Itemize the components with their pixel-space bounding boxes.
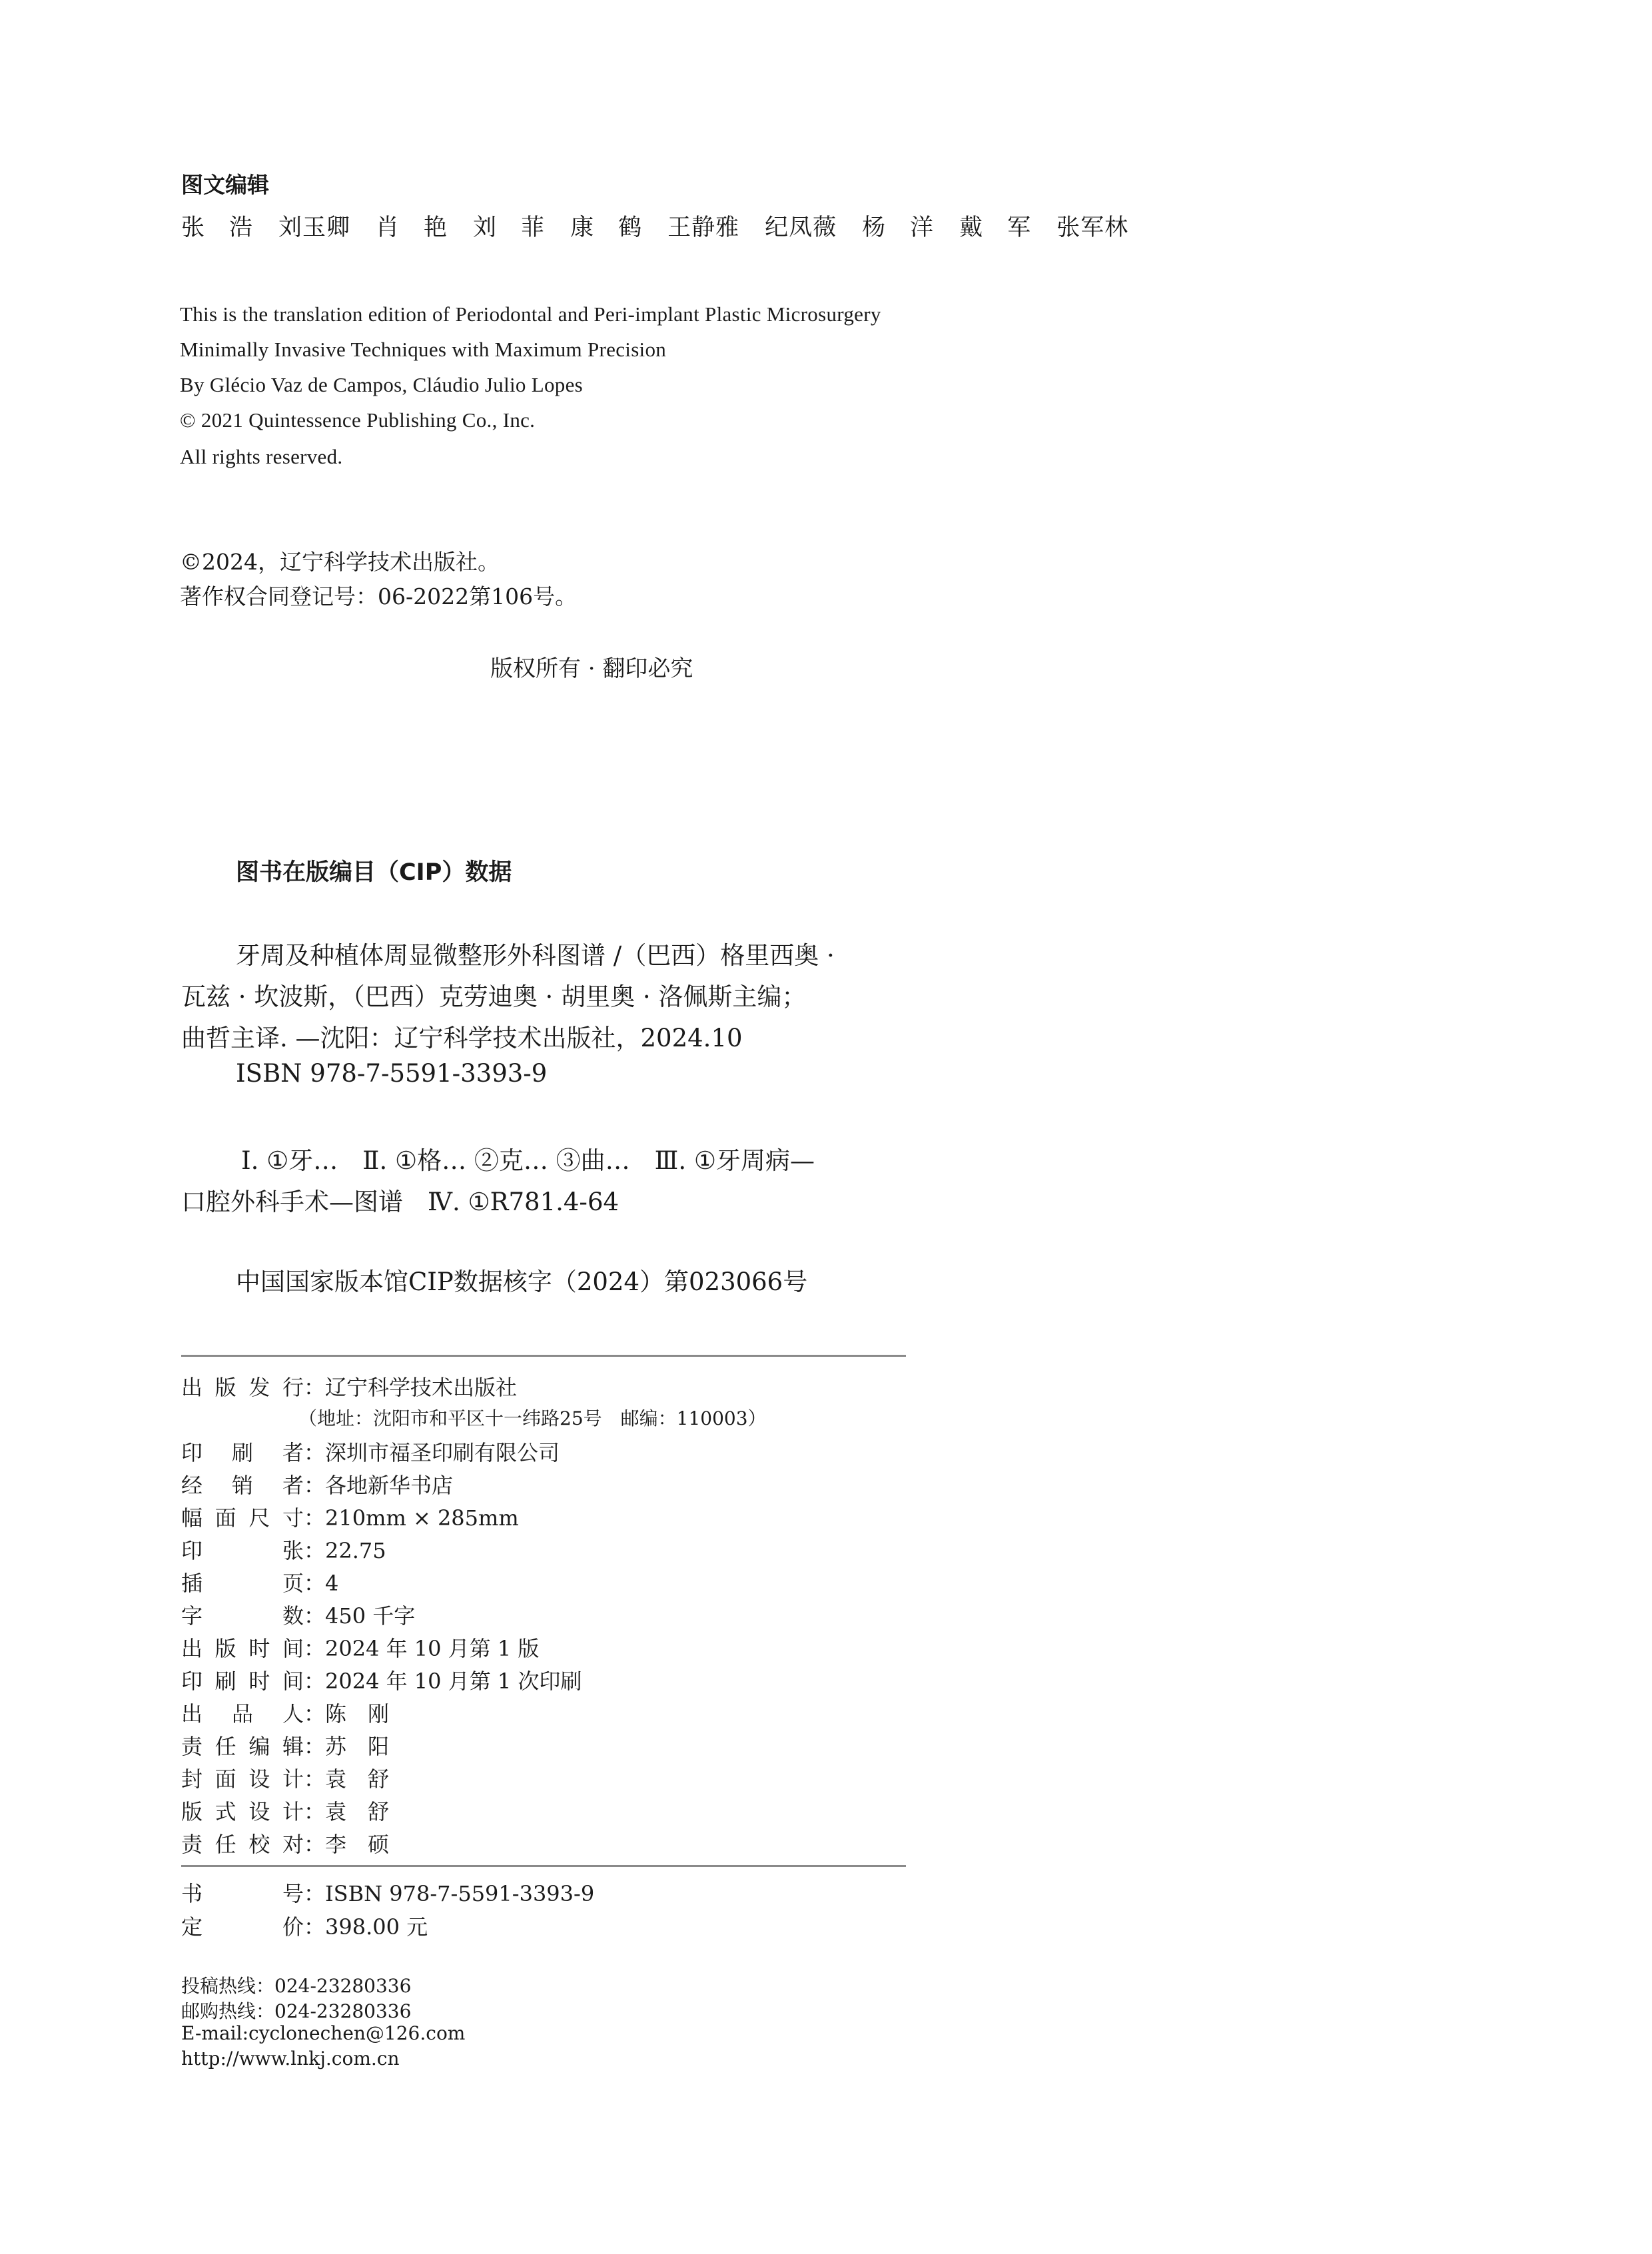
info-value: 4 [325,1571,339,1596]
isbn-row: 书 号：ISBN 978-7-5591-3393-9 [181,1877,594,1908]
editors-name-list [181,209,1154,242]
editors-heading: 图文编辑 [181,172,269,198]
cip-line: 牙周及种植体周显微整形外科图谱 /（巴西）格里西奥 · [236,941,835,970]
editor-name: 张 浩 [181,214,254,241]
info-label: 幅面尺寸 [181,1505,304,1531]
info-label: 经 销 者 [181,1473,304,1498]
info-label: 字 数 [181,1603,304,1629]
info-value: 李 硕 [325,1832,390,1857]
info-label: 版式设计 [181,1799,304,1824]
chinese-copyright-line: ©2024，辽宁科学技术出版社。 [180,549,500,575]
translation-notice-line: All rights reserved. [180,445,343,468]
info-label: 出版发行 [181,1375,304,1400]
publisher-row: 出版发行：辽宁科学技术出版社 [181,1371,517,1401]
info-value: 深圳市福圣印刷有限公司 [325,1440,560,1465]
info-label: 印 张 [181,1538,304,1563]
info-value: 2024 年 10 月第 1 版 [325,1636,540,1661]
info-value: 2024 年 10 月第 1 次印刷 [325,1669,582,1694]
info-value: 450 千字 [325,1603,416,1629]
info-label: 定 价 [181,1914,304,1940]
info-value: 陈 刚 [325,1701,390,1726]
translation-notice-line: © 2021 Quintessence Publishing Co., Inc. [180,408,536,432]
info-value: 210mm × 285mm [325,1505,519,1531]
info-row: 责任校对：李 硕 [181,1828,389,1858]
info-row: 印 张：22.75 [181,1534,386,1565]
editor-name: 刘 菲 [473,214,546,241]
info-label: 印 刷 者 [181,1440,304,1465]
info-row: 出 品 人：陈 刚 [181,1697,389,1728]
editor-name: 张军林 [1056,214,1129,241]
info-row: 印刷时间：2024 年 10 月第 1 次印刷 [181,1665,582,1695]
contract-registration-number: 著作权合同登记号：06-2022第106号。 [180,583,578,609]
info-row: 字 数：450 千字 [181,1599,415,1630]
isbn-value: ISBN 978-7-5591-3393-9 [325,1881,595,1906]
editor-name: 肖 艳 [376,214,448,241]
info-label: 印刷时间 [181,1669,304,1694]
rights-notice: 版权所有 · 翻印必究 [490,655,693,682]
editor-name: 纪凤薇 [765,214,837,241]
info-row: 封面设计：袁 舒 [181,1762,389,1793]
info-value: 各地新华书店 [325,1473,454,1498]
editor-name: 王静雅 [667,214,740,241]
divider [181,1865,906,1867]
info-row: 经 销 者：各地新华书店 [181,1469,453,1499]
divider [181,1355,906,1357]
cip-line: 瓦兹 · 坎波斯，（巴西）克劳迪奥 · 胡里奥 · 洛佩斯主编； [181,982,807,1011]
translation-notice-line: This is the translation edition of Periodontal and Peri-implant Plastic Microsurgery [180,302,881,326]
info-value: 袁 舒 [325,1766,390,1792]
editor-name: 刘玉卿 [278,214,351,241]
info-row: 插 页：4 [181,1567,338,1597]
info-row: 出版时间：2024 年 10 月第 1 版 [181,1632,539,1663]
info-row: 责任编辑：苏 阳 [181,1730,389,1760]
info-value: 袁 舒 [325,1799,390,1824]
cip-line: 口腔外科手术—图谱 Ⅳ. ①R781.4-64 [181,1188,620,1216]
translation-notice-line: By Glécio Vaz de Campos, Cláudio Julio Lopes [180,373,583,396]
cip-line: 曲哲主译. —沈阳：辽宁科学技术出版社，2024.10 [181,1024,743,1052]
info-value: 22.75 [325,1538,386,1563]
info-label: 封面设计 [181,1766,304,1792]
cip-verification-number: 中国国家版本馆CIP数据核字（2024）第023066号 [236,1268,808,1296]
info-row: 版式设计：袁 舒 [181,1795,389,1826]
email-address: E-mail:cyclonechen@126.com [181,2022,466,2044]
info-label: 书 号 [181,1881,304,1906]
price-row: 定 价：398.00 元 [181,1910,428,1941]
info-label: 责任编辑 [181,1734,304,1759]
info-label: 插 页 [181,1571,304,1596]
translation-notice-line: Minimally Invasive Techniques with Maximum Precision [180,338,667,361]
info-value: 辽宁科学技术出版社 [325,1375,518,1400]
info-row: 印 刷 者：深圳市福圣印刷有限公司 [181,1436,560,1467]
editor-name: 戴 军 [959,214,1032,241]
cip-isbn: ISBN 978-7-5591-3393-9 [236,1059,548,1088]
info-label: 责任校对 [181,1832,304,1857]
publisher-address: （地址：沈阳市和平区十一纬路25号 邮编：110003） [298,1407,767,1429]
submission-hotline: 投稿热线：024-23280336 [181,1975,412,1997]
price-value: 398.00 元 [325,1914,428,1940]
mail-order-hotline: 邮购热线：024-23280336 [181,2000,412,2022]
cip-heading: 图书在版编目（CIP）数据 [236,859,512,886]
website-url: http://www.lnkj.com.cn [181,2048,400,2069]
cip-line: Ⅰ. ①牙… Ⅱ. ①格… ②克… ③曲… Ⅲ. ①牙周病— [241,1146,815,1175]
editor-name: 康 鹤 [570,214,643,241]
info-label: 出 品 人 [181,1701,304,1726]
info-label: 出版时间 [181,1636,304,1661]
editor-name: 杨 洋 [862,214,935,241]
info-row: 幅面尺寸：210mm × 285mm [181,1501,519,1532]
info-value: 苏 阳 [325,1734,390,1759]
